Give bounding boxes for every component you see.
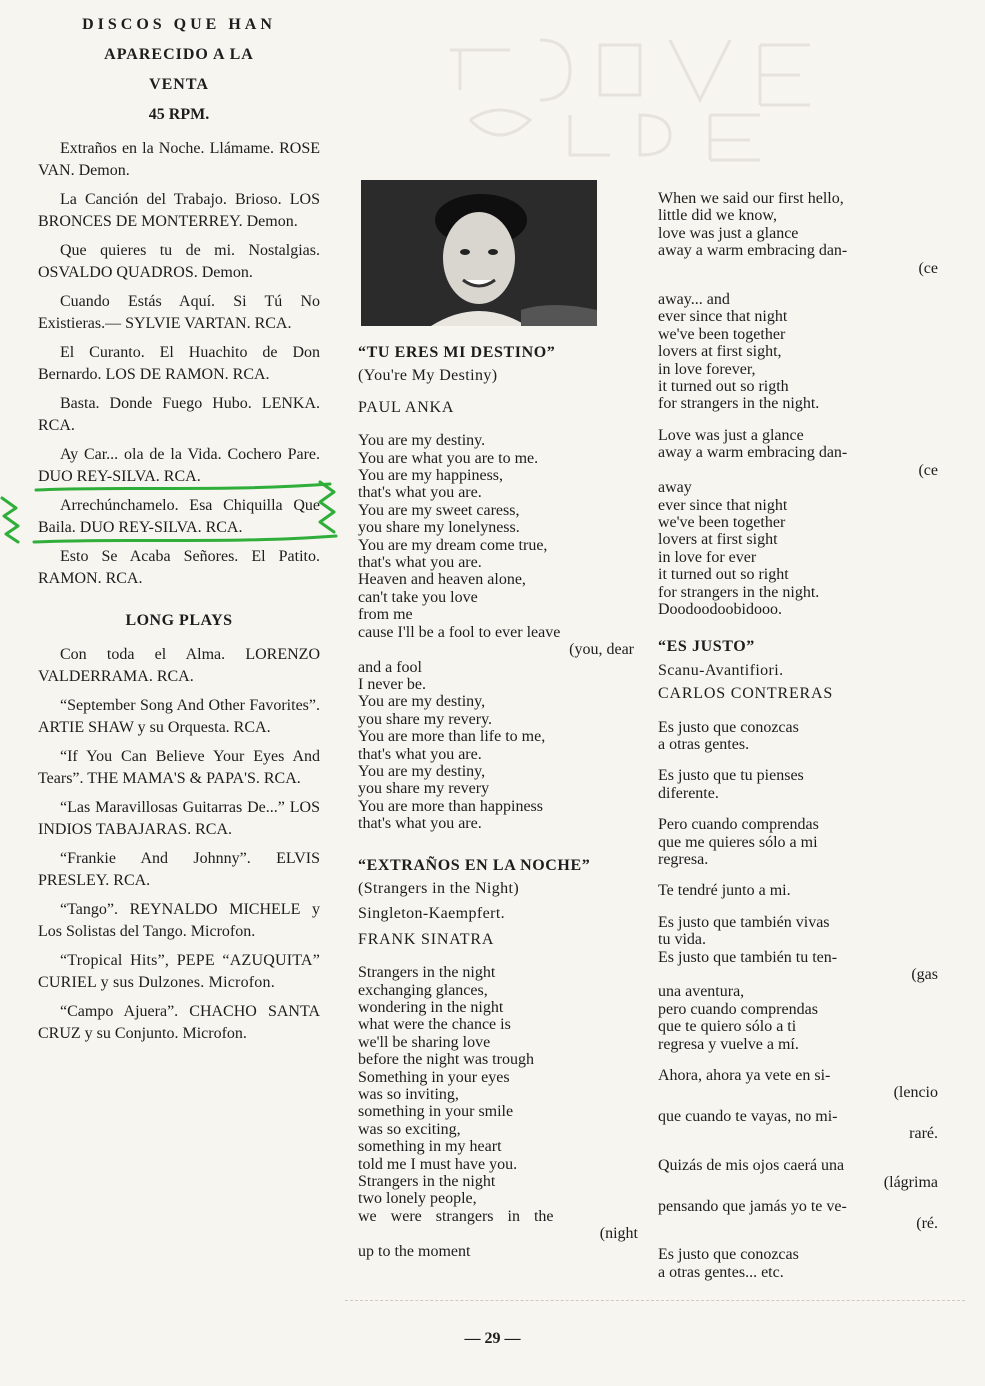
lyric-line: you share my revery: [358, 780, 490, 798]
lyric-line: Es justo que conozcas: [658, 718, 799, 736]
lyric-line: (ré.: [916, 1214, 938, 1232]
lyric-line: When we said our first hello,: [658, 190, 844, 207]
song3-block: [658, 1157, 938, 1192]
record-entry: El Curanto. El Huachito de Don Bernardo. LOS DE RAMON. RCA.: [38, 344, 320, 383]
lyric-line: regresa y vuelve a mí.: [658, 1035, 799, 1053]
lyric-line: that's what you are.: [358, 554, 482, 572]
lyric-line: I never be.: [358, 675, 426, 693]
lp-entry: “Campo Ajuera”. CHACHO SANTA CRUZ y su Conjunto. Microfon.: [38, 1003, 320, 1042]
lyric-line: it turned out so rigth: [658, 378, 789, 396]
lyric-line: lovers at first sight,: [658, 343, 782, 361]
lyric-line: (night: [599, 1225, 638, 1243]
lyric-line: raré.: [909, 1125, 938, 1143]
lyric-line: Heaven and heaven alone,: [358, 571, 526, 589]
song3-block: [658, 882, 938, 899]
lyric-line: we've been together: [658, 325, 786, 343]
lyric-line: from me: [358, 606, 413, 624]
lyric-line: You are what you are to me.: [358, 449, 539, 467]
lyric-line: in love for ever: [658, 548, 757, 566]
lyric-line: you share my revery.: [358, 710, 493, 728]
lyric-line: Es justo que también tu ten-: [658, 948, 838, 966]
lyric-line: que me quieres sólo a mi: [658, 833, 818, 851]
bleed-through-lettering: [430, 20, 870, 170]
lyric-line: pero cuando comprendas: [658, 1000, 818, 1018]
lyric-line: que te quiero sólo a ti: [658, 1018, 797, 1036]
lyric-line: Es justo que también vivas: [658, 913, 830, 931]
heading-line-3: VENTA: [149, 76, 209, 93]
lyric-line: ever since that night: [658, 308, 788, 326]
section-45-rpm: 45 RPM.: [148, 106, 210, 123]
lyric-line: away a warm embracing dan-: [658, 242, 848, 260]
lyric-line: for strangers in the night.: [658, 395, 820, 413]
lyric-line: was so exciting,: [358, 1120, 461, 1138]
lyric-line: (ce: [918, 259, 938, 277]
lyric-line: (ce: [918, 461, 938, 479]
lyric-line: that's what you are.: [358, 815, 482, 833]
page-number: — 29 —: [464, 1330, 521, 1347]
song2-subtitle: (Strangers in the Night): [358, 879, 520, 897]
records-heading: [38, 14, 320, 96]
lyric-line: that's what you are.: [358, 745, 482, 763]
lp-entry: “If You Can Believe Your Eyes And Tears”. THE MAMA'S & PAPA'S. RCA.: [38, 748, 320, 787]
song1-artist: PAUL ANKA: [358, 398, 455, 416]
lyric-line: told me I must have you.: [358, 1155, 518, 1173]
record-entry: Extraños en la Noche. Llámame. ROSE VAN. Demon.: [38, 140, 320, 179]
song3-block: [658, 767, 938, 802]
lyric-line: (you, dear: [569, 641, 634, 659]
lyric-line: You are my destiny,: [358, 693, 486, 711]
lyric-line: wondering in the night: [358, 999, 504, 1016]
lp-entry: “Frankie And Johnny”. ELVIS PRESLEY. RCA.: [38, 850, 320, 889]
song3-block: [658, 1067, 938, 1102]
song3-block: [658, 816, 938, 868]
lyric-line: Pero cuando comprendas: [658, 816, 819, 834]
lyric-line: (lencio: [893, 1084, 938, 1102]
lyric-line: before the night was trough: [358, 1051, 534, 1069]
lyric-line: it turned out so right: [658, 566, 789, 584]
lyric-line: You are my sweet caress,: [358, 501, 520, 519]
lyric-line: exchanging glances,: [358, 981, 488, 999]
lp-entry: “Las Maravillosas Guitarras De...” LOS INDIOS TABAJARAS. RCA.: [38, 799, 320, 838]
heading-line-2: APARECIDO A LA: [104, 46, 254, 63]
lyric-line: a otras gentes... etc.: [658, 1263, 784, 1281]
lyric-line: something in my heart: [358, 1138, 502, 1156]
song3-block: [658, 914, 938, 984]
song3-block: [658, 719, 938, 754]
lyric-line: we were strangers in the: [358, 1207, 554, 1225]
song3-title: “ES JUSTO”: [658, 638, 755, 656]
lyric-line: we'll be sharing love: [358, 1033, 491, 1051]
song3-artist: CARLOS CONTRERAS: [658, 685, 834, 703]
record-entry: Que quieres tu de mi. Nostalgias. OSVALDO QUADROS. Demon.: [38, 242, 320, 281]
lyric-line: una aventura,: [658, 983, 745, 1001]
song3-block: [658, 1246, 938, 1281]
lyric-line: Strangers in the night: [358, 1173, 496, 1191]
song2-artist: FRANK SINATRA: [358, 930, 495, 948]
lyric-line: Strangers in the night: [358, 964, 496, 982]
record-entry: Esto Se Acaba Señores. El Patito. RAMON. RCA.: [38, 548, 320, 587]
portrait-illustration: [361, 180, 597, 326]
lyric-line: pensando que jamás yo te ve-: [658, 1197, 847, 1215]
lyric-line: regresa.: [658, 851, 709, 868]
lyric-line: what were the chance is: [358, 1016, 511, 1034]
lyric-line: cause I'll be a fool to ever leave: [358, 623, 561, 641]
lyric-line: Doodoodoobidooo.: [658, 600, 782, 618]
song1-title: “TU ERES MI DESTINO”: [358, 344, 556, 361]
lyric-line: two lonely people,: [358, 1190, 477, 1208]
lyric-line: You are more than life to me,: [358, 728, 546, 746]
lyric-line: something in your smile: [358, 1103, 514, 1121]
lyric-line: Te tendré junto a mi.: [658, 882, 791, 900]
lyric-line: was so inviting,: [358, 1086, 459, 1104]
lp-entry: “Tango”. REYNALDO MICHELE y Los Solistas del Tango. Microfon.: [38, 901, 320, 940]
lyric-line: You are my destiny,: [358, 762, 486, 780]
lyric-line: that's what you are.: [358, 484, 482, 502]
lyrics-column-middle: [358, 180, 640, 1260]
song2-title: “EXTRAÑOS EN LA NOCHE”: [358, 856, 591, 874]
lyric-line: up to the moment: [358, 1242, 471, 1260]
section-long-plays: LONG PLAYS: [125, 612, 233, 629]
song3-block: [658, 1198, 938, 1233]
lyric-line: in love forever,: [658, 360, 756, 378]
lyric-line: que cuando te vayas, no mi-: [658, 1107, 838, 1125]
lyric-line: little did we know,: [658, 207, 777, 225]
record-entry-highlighted: Basta. Donde Fuego Hubo. LENKA. RCA.: [38, 395, 320, 434]
lyric-line: (lágrima: [883, 1174, 938, 1192]
lyric-line: ever since that night: [658, 496, 788, 514]
lyric-line: You are my happiness,: [358, 467, 504, 485]
lyric-line: (gas: [911, 966, 938, 984]
lyric-line: can't take you love: [358, 588, 478, 606]
green-highlight-marker: [0, 470, 345, 550]
lp-entry: “Tropical Hits”, PEPE “AZUQUITA” CURIEL y sus Dulzones. Microfon.: [38, 952, 320, 991]
song3-credits: Scanu-Avantifiori.: [658, 661, 784, 679]
song2-continued-c: [658, 427, 938, 618]
lyric-line: tu vida.: [658, 931, 706, 949]
record-entry: Ay Car... ola de la Vida. Cochero Pare. DUO REY-SILVA. RCA.: [38, 446, 320, 485]
lyric-line: a otras gentes.: [658, 735, 750, 753]
song2-credits: Singleton-Kaempfert.: [358, 905, 506, 923]
lyric-line: diferente.: [658, 784, 719, 802]
record-entry: Cuando Estás Aquí. Si Tú No Existieras.— SYLVIE VARTAN. RCA.: [38, 293, 320, 332]
song2-continued-b: [658, 291, 938, 413]
lyric-line: away... and: [658, 291, 730, 309]
lyric-line: away: [658, 479, 692, 497]
lyric-line: You are my destiny.: [358, 432, 486, 450]
lyric-line: Es justo que conozcas: [658, 1246, 799, 1264]
lp-entry: “September Song And Other Favorites”. ARTIE SHAW y su Orquesta. RCA.: [38, 697, 320, 736]
lyric-line: Love was just a glance: [658, 426, 804, 444]
record-entry: La Canción del Trabajo. Brioso. LOS BRONCES DE MONTERREY. Demon.: [38, 191, 320, 230]
artist-photo: [361, 180, 597, 326]
lyrics-column-right: [658, 190, 938, 1295]
lyric-line: You are my dream come true,: [358, 536, 548, 554]
record-entry: Arrechúnchamelo. Esa Chiquilla Que Baila. DUO REY-SILVA. RCA.: [38, 497, 320, 536]
song2-lyrics: [358, 964, 640, 1260]
lyric-line: away a warm embracing dan-: [658, 444, 848, 462]
lyric-line: we've been together: [658, 513, 786, 531]
lyric-line: Something in your eyes: [358, 1068, 510, 1086]
bottom-rule: [345, 1300, 965, 1301]
song2-continued-a: [658, 190, 938, 277]
song1-subtitle: (You're My Destiny): [358, 367, 498, 385]
lp-entry: Con toda el Alma. LORENZO VALDERRAMA. RCA.: [38, 646, 320, 685]
lyric-line: Ahora, ahora ya vete en si-: [658, 1067, 831, 1085]
lyric-line: and a fool: [358, 658, 422, 676]
heading-line-1: DISCOS QUE HAN: [82, 16, 276, 33]
song3-block: [658, 983, 938, 1053]
lyric-line: love was just a glance: [658, 224, 799, 242]
lyric-line: for strangers in the night.: [658, 583, 820, 601]
lyric-line: Es justo que tu pienses: [658, 767, 804, 785]
lyric-line: you share my lonelyness.: [358, 519, 520, 537]
song1-lyrics: [358, 432, 640, 832]
song3-block: [658, 1108, 938, 1143]
lyric-line: lovers at first sight: [658, 531, 778, 549]
lyric-line: Quizás de mis ojos caerá una: [658, 1156, 845, 1174]
lyric-line: You are more than happiness: [358, 797, 544, 815]
